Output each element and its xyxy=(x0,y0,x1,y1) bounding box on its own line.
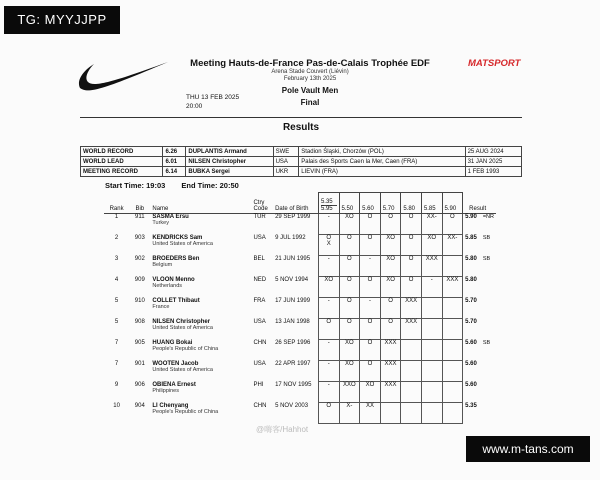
attempt-value: XXX xyxy=(384,382,397,388)
date-line: February 13th 2025 xyxy=(283,76,337,82)
athlete-country: Turkey xyxy=(152,220,169,226)
bib-cell: 904 xyxy=(134,402,145,409)
attempt-cell xyxy=(318,403,339,424)
athlete-cell xyxy=(150,277,251,298)
col-height xyxy=(318,193,339,214)
attempt-cell xyxy=(318,361,339,382)
attempt-cell xyxy=(339,214,360,235)
record-row xyxy=(81,157,522,167)
athlete-cell xyxy=(150,235,251,256)
attempt-cell xyxy=(421,403,442,424)
attempt-cell xyxy=(401,277,422,298)
attempt-value: O xyxy=(367,214,373,220)
attempt-value: - xyxy=(368,256,371,262)
attempt-cell xyxy=(421,361,442,382)
attempt-cell xyxy=(380,319,401,340)
athlete-country: United States of America xyxy=(152,366,213,373)
dob-cell: 29 SEP 1999 xyxy=(275,214,311,220)
athlete-country: People's Republic of China xyxy=(152,345,219,352)
attempt-value: O xyxy=(388,298,393,304)
attempt-cell xyxy=(421,382,442,403)
athlete-name: SASMA Ersu xyxy=(152,214,189,220)
weibo-watermark: @嗨客/Hahhot xyxy=(256,425,309,434)
attempt-value: O xyxy=(347,277,352,283)
attempt-value: XXX xyxy=(446,277,459,283)
event-date: THU 13 FEB 2025 xyxy=(186,94,240,101)
attempt-value: XO xyxy=(345,361,354,367)
dob-cell: 9 JUL 1992 xyxy=(275,234,306,241)
ctry-code: CHN xyxy=(253,402,267,409)
round-name: Final xyxy=(300,98,320,107)
record-name: DUPLANTIS Armand xyxy=(186,147,273,157)
athlete-name: HUANG Bokai xyxy=(152,339,193,346)
attempt-value: XXX xyxy=(384,361,397,367)
ctry-code: BEL xyxy=(253,255,265,262)
rank-cell: 5 xyxy=(114,297,119,304)
bib-cell: 908 xyxy=(134,318,145,325)
record-mark: 6.14 xyxy=(163,167,186,177)
attempt-cell xyxy=(318,382,339,403)
bib-cell: 906 xyxy=(134,381,145,388)
record-label: MEETING RECORD xyxy=(81,167,163,177)
attempt-value: O xyxy=(450,214,455,220)
records-table xyxy=(80,146,522,177)
result-mark: 5.70 xyxy=(465,318,477,325)
results-header-row xyxy=(104,193,496,214)
result-cell xyxy=(463,235,496,256)
attempt-cell xyxy=(360,382,381,403)
result-mark: 5.60 xyxy=(465,339,477,346)
record-nat: SWE xyxy=(273,147,299,157)
attempt-value: - xyxy=(368,298,371,304)
bib-cell: 902 xyxy=(134,255,145,262)
ctry-code: USA xyxy=(253,234,266,241)
attempt-cell xyxy=(339,403,360,424)
result-cell xyxy=(463,214,496,235)
height-label: 5.35 xyxy=(320,199,333,205)
attempt-value: XXX xyxy=(405,319,418,325)
attempt-value: O xyxy=(347,256,352,262)
ctry-code: USA xyxy=(253,318,266,325)
attempt-cell xyxy=(339,256,360,277)
attempt-cell xyxy=(442,214,463,235)
attempt-cell xyxy=(401,256,422,277)
attempt-cell xyxy=(401,235,422,256)
attempt-cell xyxy=(380,361,401,382)
attempt-cell xyxy=(442,382,463,403)
rank-cell: 9 xyxy=(114,381,119,388)
attempt-value: XO xyxy=(386,256,395,262)
col-dob: Date of Birth xyxy=(273,193,318,214)
col-height: 5.85 xyxy=(421,193,442,214)
end-time: End Time: 20:50 xyxy=(181,181,239,190)
attempt-cell xyxy=(339,235,360,256)
athlete-cell xyxy=(150,340,251,361)
record-mark: 6.26 xyxy=(163,147,186,157)
attempt-cell xyxy=(360,277,381,298)
athlete-cell xyxy=(150,319,251,340)
attempt-value: X- xyxy=(346,403,353,409)
athlete-country: People's Republic of China xyxy=(152,408,219,415)
attempt-value: O xyxy=(326,235,332,241)
athlete-cell xyxy=(150,298,251,319)
record-nat: USA xyxy=(273,157,299,167)
venue-line: Arena Stade Couvert (Liévin) xyxy=(271,69,349,75)
attempt-cell xyxy=(421,319,442,340)
record-venue: Stadion Śląski, Chorzów (POL) xyxy=(299,147,465,157)
ctry-code: PHI xyxy=(253,381,264,388)
col-bib: Bib xyxy=(129,193,150,214)
attempt-cell xyxy=(380,340,401,361)
attempt-cell xyxy=(421,214,442,235)
athlete-name: OBIENA Ernest xyxy=(152,381,196,388)
attempt-cell xyxy=(360,256,381,277)
attempt-value: - xyxy=(327,256,330,262)
attempt-value: XO xyxy=(324,277,334,283)
record-flag: SB xyxy=(482,339,491,346)
attempt-cell xyxy=(339,361,360,382)
attempt-cell xyxy=(380,277,401,298)
attempt-cell xyxy=(401,319,422,340)
telegram-badge: TG: MYYJJPP xyxy=(4,6,120,34)
attempt-cell xyxy=(442,361,463,382)
record-name: BUBKA Sergei xyxy=(186,167,273,177)
athlete-name: COLLET Thibaut xyxy=(152,297,200,304)
attempt-value: O xyxy=(388,214,393,220)
dob-cell: 5 NOV 2003 xyxy=(275,402,309,409)
attempt-cell xyxy=(401,298,422,319)
result-mark: 5.80 xyxy=(465,276,477,283)
rank-cell: 4 xyxy=(114,276,119,283)
attempt-cell xyxy=(442,340,463,361)
rank-cell: 7 xyxy=(114,360,119,367)
attempt-cell xyxy=(360,214,381,235)
result-cell xyxy=(463,382,496,403)
attempt-value: - xyxy=(327,382,330,388)
meeting-title: Meeting Hauts-de-France Pas-de-Calais Trophée EDF xyxy=(190,58,430,69)
attempt-cell xyxy=(421,277,442,298)
start-end-times xyxy=(105,181,253,190)
athlete-country: Netherlands xyxy=(152,282,183,289)
attempt-value: O xyxy=(367,319,373,325)
result-cell xyxy=(463,256,496,277)
attempt-cell xyxy=(360,235,381,256)
dob-cell: 13 JAN 1998 xyxy=(275,318,310,325)
ctry-code: TUR xyxy=(253,214,266,220)
attempt-cell xyxy=(318,235,339,256)
attempt-cell xyxy=(380,214,401,235)
bib-cell: 910 xyxy=(134,297,145,304)
results-table xyxy=(104,192,496,424)
event-name: Pole Vault Men xyxy=(281,86,339,95)
attempt-value: O xyxy=(326,319,332,325)
attempt-value: O xyxy=(347,298,352,304)
table-row xyxy=(104,298,496,319)
rank-cell: 5 xyxy=(114,318,119,325)
record-date: 31 JAN 2025 xyxy=(465,157,521,167)
attempt-value: O xyxy=(408,214,414,220)
record-date: 25 AUG 2024 xyxy=(465,147,521,157)
start-time: Start Time: 19:03 xyxy=(105,181,166,190)
attempt-value: - xyxy=(430,277,433,283)
attempt-value: - xyxy=(327,298,330,304)
attempt-cell xyxy=(401,361,422,382)
attempt-cell xyxy=(442,298,463,319)
attempt-cell xyxy=(421,235,442,256)
record-row xyxy=(81,147,522,157)
attempt-cell xyxy=(442,235,463,256)
rank-cell: 10 xyxy=(113,402,120,409)
ctry-code: USA xyxy=(253,360,266,367)
attempt-value: O xyxy=(367,235,373,241)
record-venue: LIEVIN (FRA) xyxy=(299,167,465,177)
attempt-cell xyxy=(401,340,422,361)
table-row xyxy=(104,319,496,340)
athlete-name: VLOON Menno xyxy=(152,276,195,283)
attempt-value: XXX xyxy=(405,298,418,304)
col-height: 5.60 xyxy=(360,193,381,214)
attempt-cell xyxy=(318,298,339,319)
attempt-cell xyxy=(339,382,360,403)
athlete-cell xyxy=(150,361,251,382)
bib-cell: 903 xyxy=(134,234,145,241)
attempt-value: - xyxy=(327,214,330,220)
attempt-cell xyxy=(401,382,422,403)
attempt-value: XO xyxy=(345,214,354,220)
table-row xyxy=(104,340,496,361)
attempt-cell xyxy=(421,256,442,277)
dob-cell: 5 NOV 1994 xyxy=(275,276,309,283)
event-time: 20:00 xyxy=(186,103,203,110)
attempt-value: XX xyxy=(365,403,374,409)
athlete-name: BROEDERS Ben xyxy=(152,255,200,262)
attempt-value: O xyxy=(408,277,414,283)
attempt-value: - xyxy=(327,361,330,367)
athlete-country: France xyxy=(152,303,170,310)
divider xyxy=(80,117,522,118)
attempt-value-2: X xyxy=(326,241,331,247)
athlete-country: United States of America xyxy=(152,240,213,247)
result-cell xyxy=(463,277,496,298)
attempt-value: O xyxy=(326,403,332,409)
record-row xyxy=(81,167,522,177)
rank-cell: 7 xyxy=(114,339,119,346)
record-mark: 6.01 xyxy=(163,157,186,167)
attempt-cell xyxy=(401,214,422,235)
table-row xyxy=(104,277,496,298)
attempt-cell xyxy=(442,277,463,298)
attempt-value: XXX xyxy=(384,340,397,346)
ctry-code: FRA xyxy=(253,297,266,304)
athlete-cell xyxy=(150,214,251,235)
rank-cell: 1 xyxy=(114,214,119,220)
dob-cell: 17 NOV 1995 xyxy=(275,381,312,388)
attempt-cell xyxy=(339,340,360,361)
attempt-value: XXX xyxy=(425,256,438,262)
athlete-country: Belgium xyxy=(152,261,173,268)
athlete-name: KENDRICKS Sam xyxy=(152,234,203,241)
ctry-code: CHN xyxy=(253,339,267,346)
attempt-cell xyxy=(380,235,401,256)
col-name: Name xyxy=(150,193,251,214)
attempt-cell xyxy=(318,277,339,298)
bib-cell: 909 xyxy=(134,276,145,283)
attempt-cell xyxy=(442,403,463,424)
dob-cell: 17 JUN 1999 xyxy=(275,297,311,304)
result-mark: 5.90 xyxy=(465,214,477,220)
attempt-cell xyxy=(318,256,339,277)
dob-cell: 21 JUN 1995 xyxy=(275,255,311,262)
bib-cell: 905 xyxy=(134,339,145,346)
rank-cell: 2 xyxy=(114,234,119,241)
attempt-value: XO xyxy=(386,235,395,241)
attempt-cell xyxy=(442,256,463,277)
results-body xyxy=(104,214,496,424)
attempt-cell xyxy=(380,256,401,277)
attempt-cell xyxy=(360,361,381,382)
col-height: 5.50 xyxy=(339,193,360,214)
result-cell xyxy=(463,403,496,424)
ctry-code: NED xyxy=(253,276,267,283)
record-label: WORLD RECORD xyxy=(81,147,163,157)
attempt-value: O xyxy=(408,235,414,241)
result-cell xyxy=(463,319,496,340)
attempt-cell xyxy=(421,298,442,319)
attempt-cell xyxy=(318,340,339,361)
col-height: 5.70 xyxy=(380,193,401,214)
attempt-cell xyxy=(401,403,422,424)
table-row xyxy=(104,361,496,382)
nike-swoosh-logo xyxy=(78,58,170,92)
attempt-cell xyxy=(339,277,360,298)
result-mark: 5.35 xyxy=(465,402,477,409)
record-nat: UKR xyxy=(273,167,299,177)
attempt-value: O xyxy=(347,235,352,241)
col-rank: Rank xyxy=(104,193,129,214)
result-mark: 5.85 xyxy=(465,234,477,241)
col-height: 5.80 xyxy=(401,193,422,214)
meeting-venue xyxy=(190,69,430,83)
col-ctry: Ctry Code xyxy=(251,193,273,214)
attempt-value: - xyxy=(327,340,330,346)
attempt-value: O xyxy=(367,340,373,346)
bib-cell: 901 xyxy=(134,360,145,367)
record-date: 1 FEB 1993 xyxy=(465,167,521,177)
attempt-cell xyxy=(442,319,463,340)
attempt-cell xyxy=(360,298,381,319)
attempt-value: XX- xyxy=(447,235,458,241)
result-cell xyxy=(463,340,496,361)
attempt-cell xyxy=(360,340,381,361)
attempt-value: XO xyxy=(345,340,354,346)
table-row xyxy=(104,256,496,277)
athlete-name: WOOTEN Jacob xyxy=(152,360,199,367)
attempt-cell xyxy=(380,403,401,424)
athlete-cell xyxy=(150,256,251,277)
result-mark: 5.80 xyxy=(465,255,477,262)
result-mark: 5.60 xyxy=(465,360,477,367)
table-row xyxy=(104,403,496,424)
attempt-value: XO xyxy=(427,235,437,241)
record-label: WORLD LEAD xyxy=(81,157,163,167)
attempt-value: O xyxy=(347,319,352,325)
dob-cell: 26 SEP 1996 xyxy=(275,339,311,346)
attempt-value: XX- xyxy=(426,214,437,220)
record-flag: SB xyxy=(482,234,491,241)
athlete-cell xyxy=(150,403,251,424)
attempt-cell xyxy=(318,319,339,340)
site-badge: www.m-tans.com xyxy=(466,436,590,462)
attempt-value: O xyxy=(367,361,373,367)
table-row xyxy=(104,235,496,256)
attempt-cell xyxy=(380,382,401,403)
col-height: 5.90 xyxy=(442,193,463,214)
results-heading: Results xyxy=(282,122,320,133)
athlete-country: Philippines xyxy=(152,387,179,394)
athlete-name: NILSEN Christopher xyxy=(152,318,211,325)
result-mark: 5.70 xyxy=(465,297,477,304)
result-mark: 5.60 xyxy=(465,381,477,388)
attempt-cell xyxy=(360,403,381,424)
attempt-value: XO xyxy=(365,382,375,388)
attempt-value: XXO xyxy=(343,382,356,388)
table-row xyxy=(104,382,496,403)
attempt-value: O xyxy=(408,256,414,262)
athlete-country: United States of America xyxy=(152,324,213,331)
result-cell xyxy=(463,361,496,382)
col-result: Result xyxy=(463,193,496,214)
attempt-value: XO xyxy=(386,277,395,283)
attempt-cell xyxy=(339,319,360,340)
record-flag: =NR xyxy=(482,214,494,220)
athlete-cell xyxy=(150,382,251,403)
record-flag: SB xyxy=(482,255,491,262)
rank-cell: 3 xyxy=(114,255,119,262)
attempt-cell xyxy=(339,298,360,319)
bib-cell: 911 xyxy=(134,214,145,220)
record-venue: Palais des Sports Caen la Mer, Caen (FRA) xyxy=(299,157,465,167)
dob-cell: 22 APR 1997 xyxy=(275,360,311,367)
attempt-cell xyxy=(318,214,339,235)
attempt-value: O xyxy=(388,319,393,325)
athlete-name: LI Chenyang xyxy=(152,402,189,409)
attempt-value: O xyxy=(367,277,373,283)
matsport-logo: MATSPORT xyxy=(468,58,521,69)
result-cell xyxy=(463,298,496,319)
height-label: 5.95 xyxy=(321,205,337,212)
attempt-cell xyxy=(360,319,381,340)
attempt-cell xyxy=(421,340,442,361)
attempt-cell xyxy=(380,298,401,319)
table-row xyxy=(104,214,496,235)
record-name: NILSEN Christopher xyxy=(186,157,273,167)
